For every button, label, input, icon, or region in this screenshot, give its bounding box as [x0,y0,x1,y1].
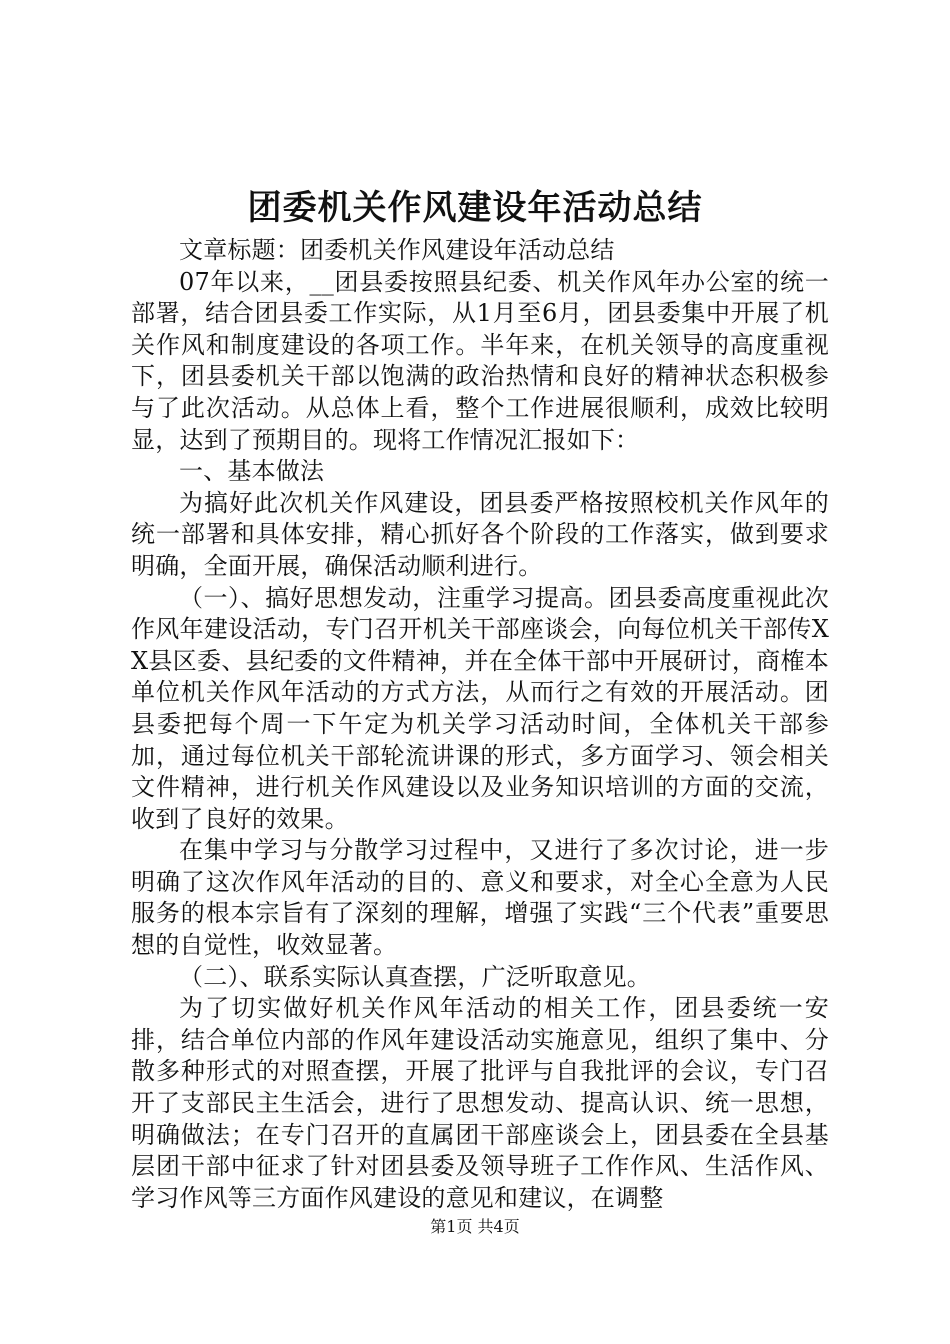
paragraph: 在集中学习与分散学习过程中，又进行了多次讨论，进一步明确了这次作风年活动的目的、意义和要求，对全心全意为人民服务的根本宗旨有了深刻的理解，增强了实践“三个代表”重要思想的自觉性，收效显著。 [131,836,829,960]
paragraph-article-title: 文章标题：团委机关作风建设年活动总结 [179,236,615,264]
paragraph-subsection-1: （一）、搞好思想发动，注重学习提高。团县委高度重视此次作风年建设活动，专门召开机关干部座谈会，向每位机关干部传XX县区委、县纪委的文件精神，并在全体干部中开展研讨，商榷本单位机关作风年活动的方式方法，从而行之有效的开展活动。团县委把每个周一下午定为机关学习活动时间，全体机关干部参加，通过每位机关干部轮流讲课的形式，多方面学习、领会相关文件精神，进行机关作风建设以及业务知识培训的方面的交流，收到了良好的效果。 [131,583,829,833]
paragraph: 为搞好此次机关作风建设，团县委严格按照校机关作风年的统一部署和具体安排，精心抓好各个阶段的工作落实，做到要求明确，全面开展，确保活动顺利进行。 [131,488,829,580]
page-footer: 第1页 共4页 [430,1217,520,1236]
section-heading-basic-methods: 一、基本做法 [179,457,325,486]
document-title: 团委机关作风建设年活动总结 [247,188,703,228]
paragraph-intro: 07年以来，__团县委按照县纪委、机关作风年办公室的统一部署，结合团县委工作实际，从1月至6月，团县委集中开展了机关作风和制度建设的各项工作。半年来，在机关领导的高度重视下，团县委机关干部以饱满的政治热情和良好的精神状态积极参与了此次活动。从总体上看，整个工作进展很顺利，成效比较明显，达到了预期目的。现将工作情况汇报如下： [131,267,829,454]
paragraph: 为了切实做好机关作风年活动的相关工作，团县委统一安排，结合单位内部的作风年建设活动实施意见，组织了集中、分散多种形式的对照查摆，开展了批评与自我批评的会议，专门召开了支部民主生活会，进行了思想发动、提高认识、统一思想，明确做法；在专门召开的直属团干部座谈会上，团县委在全县基层团干部中征求了针对团县委及领导班子工作作风、生活作风、学习作风等三方面作风建设的意见和建议，在调整 [131,994,829,1212]
document-body [131,235,829,1214]
subsection-heading-2: （二）、联系实际认真查摆，广泛听取意见。 [179,962,651,991]
